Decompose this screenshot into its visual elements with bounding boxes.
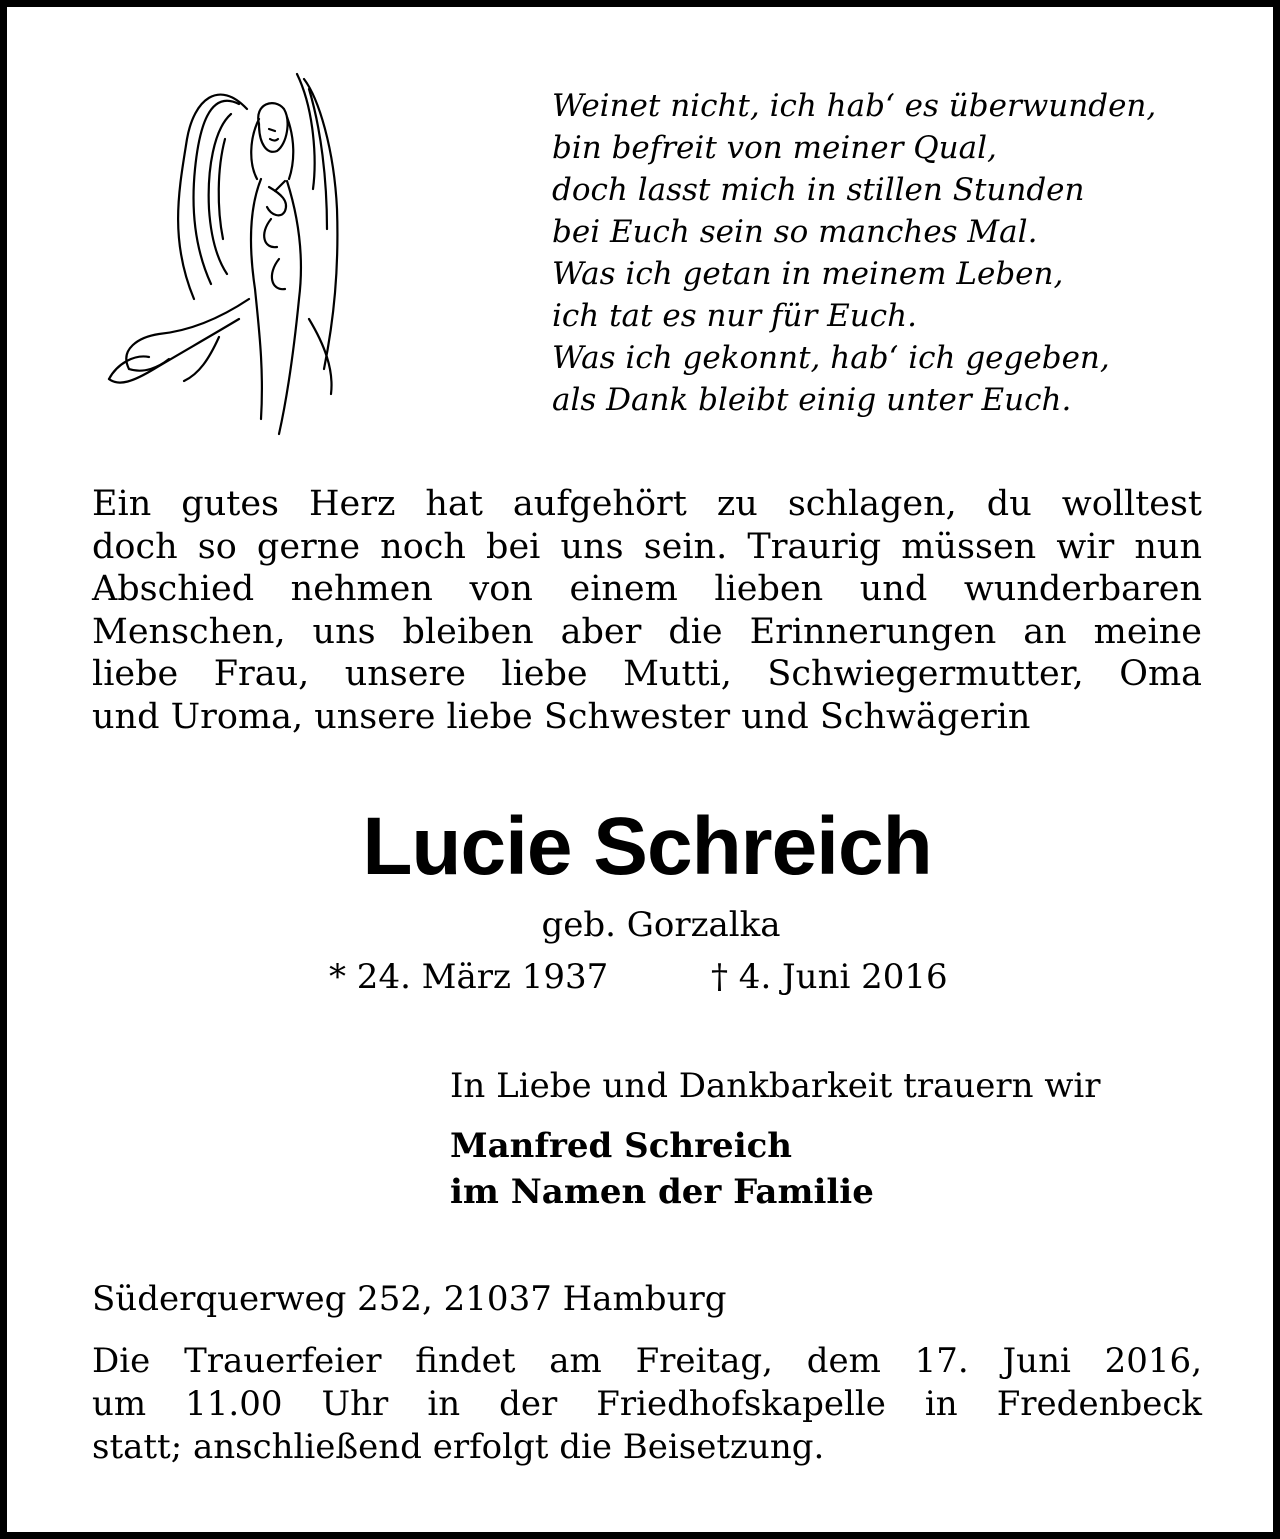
poem-line: Was ich gekonnt, hab‘ ich gegeben,: [552, 340, 1110, 376]
mourners-signature: [450, 1123, 874, 1215]
mourner-family: im Namen der Familie: [450, 1172, 874, 1212]
poem-verse: [552, 85, 1252, 421]
poem-line: ich tat es nur für Euch.: [552, 298, 917, 334]
angel-drawing-icon: [99, 69, 369, 437]
poem-line: als Dank bleibt einig unter Euch.: [552, 382, 1072, 418]
intro-line: Ein gutes Herz hat aufgehört zu schlagen, du wolltest: [92, 484, 1202, 524]
intro-line: doch so gerne noch bei uns sein. Traurig müssen wir nun: [92, 526, 1202, 567]
funeral-line: um 11.00 Uhr in der Friedhofskapelle in Fredenbeck: [92, 1384, 1202, 1424]
poem-line: Weinet nicht, ich hab‘ es überwunden,: [552, 88, 1157, 124]
maiden-name: geb. Gorzalka: [541, 905, 781, 945]
poem-line: doch lasst mich in stillen Stunden: [552, 172, 1085, 208]
mourners-intro: In Liebe und Dankbarkeit trauern wir: [450, 1066, 1101, 1106]
funeral-line: statt; anschließend erfolgt die Beisetzung.: [92, 1427, 825, 1467]
intro-line: und Uroma, unsere liebe Schwester und Schwägerin: [92, 696, 1031, 737]
intro-line: Menschen, uns bleiben aber die Erinnerungen an meine: [92, 611, 1202, 652]
poem-line: Was ich getan in meinem Leben,: [552, 256, 1064, 292]
funeral-notice: [92, 1340, 1202, 1469]
poem-line: bei Euch sein so manches Mal.: [552, 214, 1038, 250]
intro-line: liebe Frau, unsere liebe Mutti, Schwiegermutter, Oma: [92, 654, 1202, 694]
intro-paragraph: [92, 483, 1202, 738]
poem-line: bin befreit von meiner Qual,: [552, 130, 997, 166]
birth-date: * 24. März 1937: [329, 957, 609, 997]
deceased-name: Lucie Schreich: [362, 801, 932, 892]
life-dates: [329, 955, 948, 999]
mourner-name: Manfred Schreich: [450, 1126, 793, 1166]
address: Süderquerweg 252, 21037 Hamburg: [92, 1279, 727, 1319]
intro-line: Abschied nehmen von einem lieben und wunderbaren: [92, 569, 1202, 609]
death-date: † 4. Juni 2016: [711, 957, 948, 997]
funeral-line: Die Trauerfeier findet am Freitag, dem 17. Juni 2016,: [92, 1341, 1202, 1381]
